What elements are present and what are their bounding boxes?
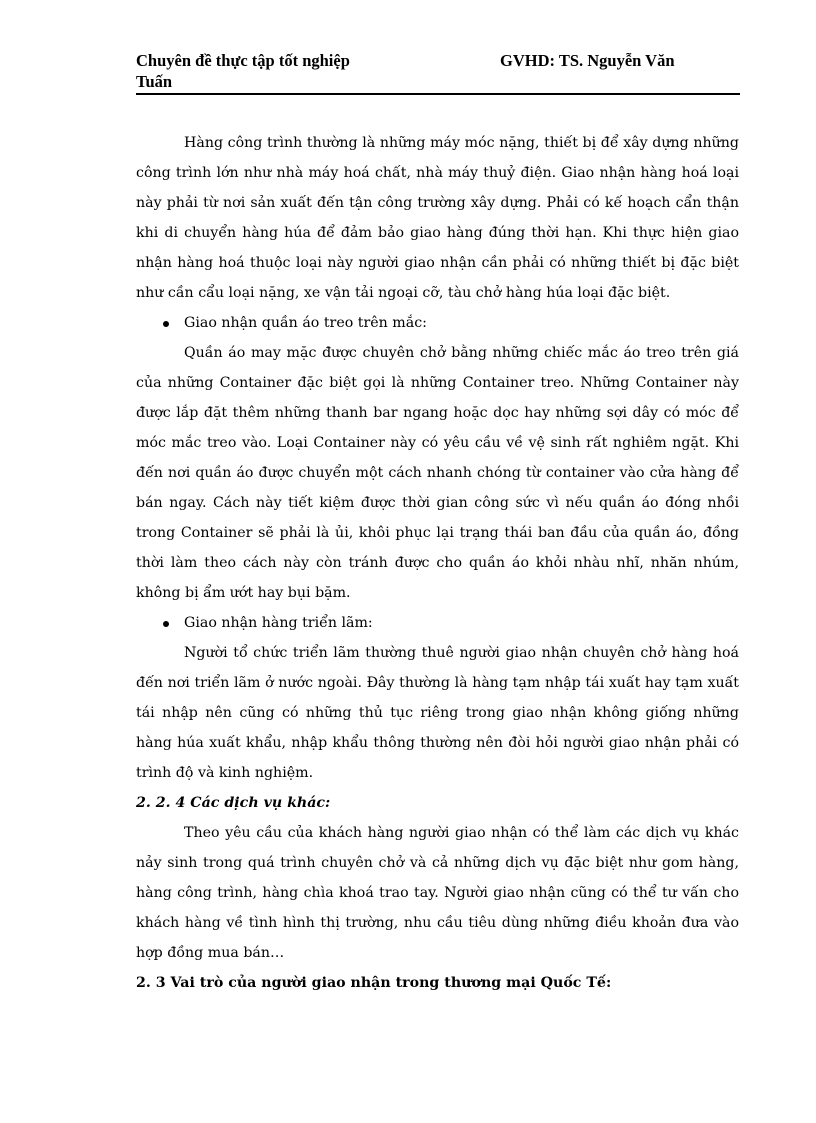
header-advisor: GVHD: TS. Nguyễn Văn — [500, 51, 675, 70]
header-divider — [136, 93, 740, 95]
section-heading: 2. 3 Vai trò của người giao nhận trong thương mại Quốc Tế: — [136, 975, 612, 991]
bullet-text: Giao nhận quần áo treo trên mắc: — [184, 315, 427, 331]
paragraph: Theo yêu cầu của khách hàng người giao nhận có thể làm các dịch vụ khác nảy sinh trong quá trình chuyên chở và cả những dịch vụ đặc biệt như gom hàng, hàng công trình, hàng chìa khoá trao tay. Người giao nhận cũng có thể tư vấn cho khách hàng về tình hình thị trường, nhu cầu tiêu dùng những điều khoản đưa vào hợp đồng mua bán… — [136, 825, 739, 961]
bullet-item — [136, 608, 739, 638]
header-title: Chuyên đề thực tập tốt nghiệp — [136, 51, 350, 70]
page-header — [136, 50, 740, 92]
header-title-continued: Tuấn — [136, 72, 173, 91]
section-heading: 2. 2. 4 Các dịch vụ khác: — [136, 795, 331, 811]
bullet-dot-icon — [163, 321, 169, 327]
bullet-item — [136, 308, 739, 338]
bullet-text: Giao nhận hàng triển lãm: — [184, 615, 373, 631]
paragraph: Người tổ chức triển lãm thường thuê người giao nhận chuyên chở hàng hoá đến nơi triển lãm ở nước ngoài. Đây thường là hàng tạm nhập tái xuất hay tạm xuất tái nhập nên cũng có những thủ tục riêng trong giao nhận không giống những hàng húa xuất khẩu, nhập khẩu thông thường nên đòi hỏi người giao nhận phải có trình độ và kinh nghiệm. — [136, 645, 739, 781]
document-body — [136, 128, 739, 998]
paragraph: Quần áo may mặc được chuyên chở bằng những chiếc mắc áo treo trên giá của những Container đặc biệt gọi là những Container treo. Những Container này được lắp đặt thêm những thanh bar ngang hoặc dọc hay những sợi dây có móc để móc mắc treo vào. Loại Container này có yêu cầu về vệ sinh rất nghiêm ngặt. Khi đến nơi quần áo được chuyển một cách nhanh chóng từ container vào cửa hàng để bán ngay. Cách này tiết kiệm được thời gian công sức vì nếu quần áo đóng nhồi trong Container sẽ phải là ủi, khôi phục lại trạng thái ban đầu của quần áo, đồng thời làm theo cách này còn tránh được cho quần áo khỏi nhàu nhĩ, nhăn nhúm, không bị ẩm ướt hay bụi bặm. — [136, 345, 739, 601]
paragraph: Hàng công trình thường là những máy móc nặng, thiết bị để xây dựng những công trình lớn như nhà máy hoá chất, nhà máy thuỷ điện. Giao nhận hàng hoá loại này phải từ nơi sản xuất đến tận công trường xây dựng. Phải có kế hoạch cẩn thận khi di chuyển hàng húa để đảm bảo giao hàng đúng thời hạn. Khi thực hiện giao nhận hàng hoá thuộc loại này người giao nhận cần phải có những thiết bị đặc biệt như cần cẩu loại nặng, xe vận tải ngoại cỡ, tàu chở hàng húa loại đặc biệt. — [136, 135, 739, 301]
bullet-dot-icon — [163, 621, 169, 627]
